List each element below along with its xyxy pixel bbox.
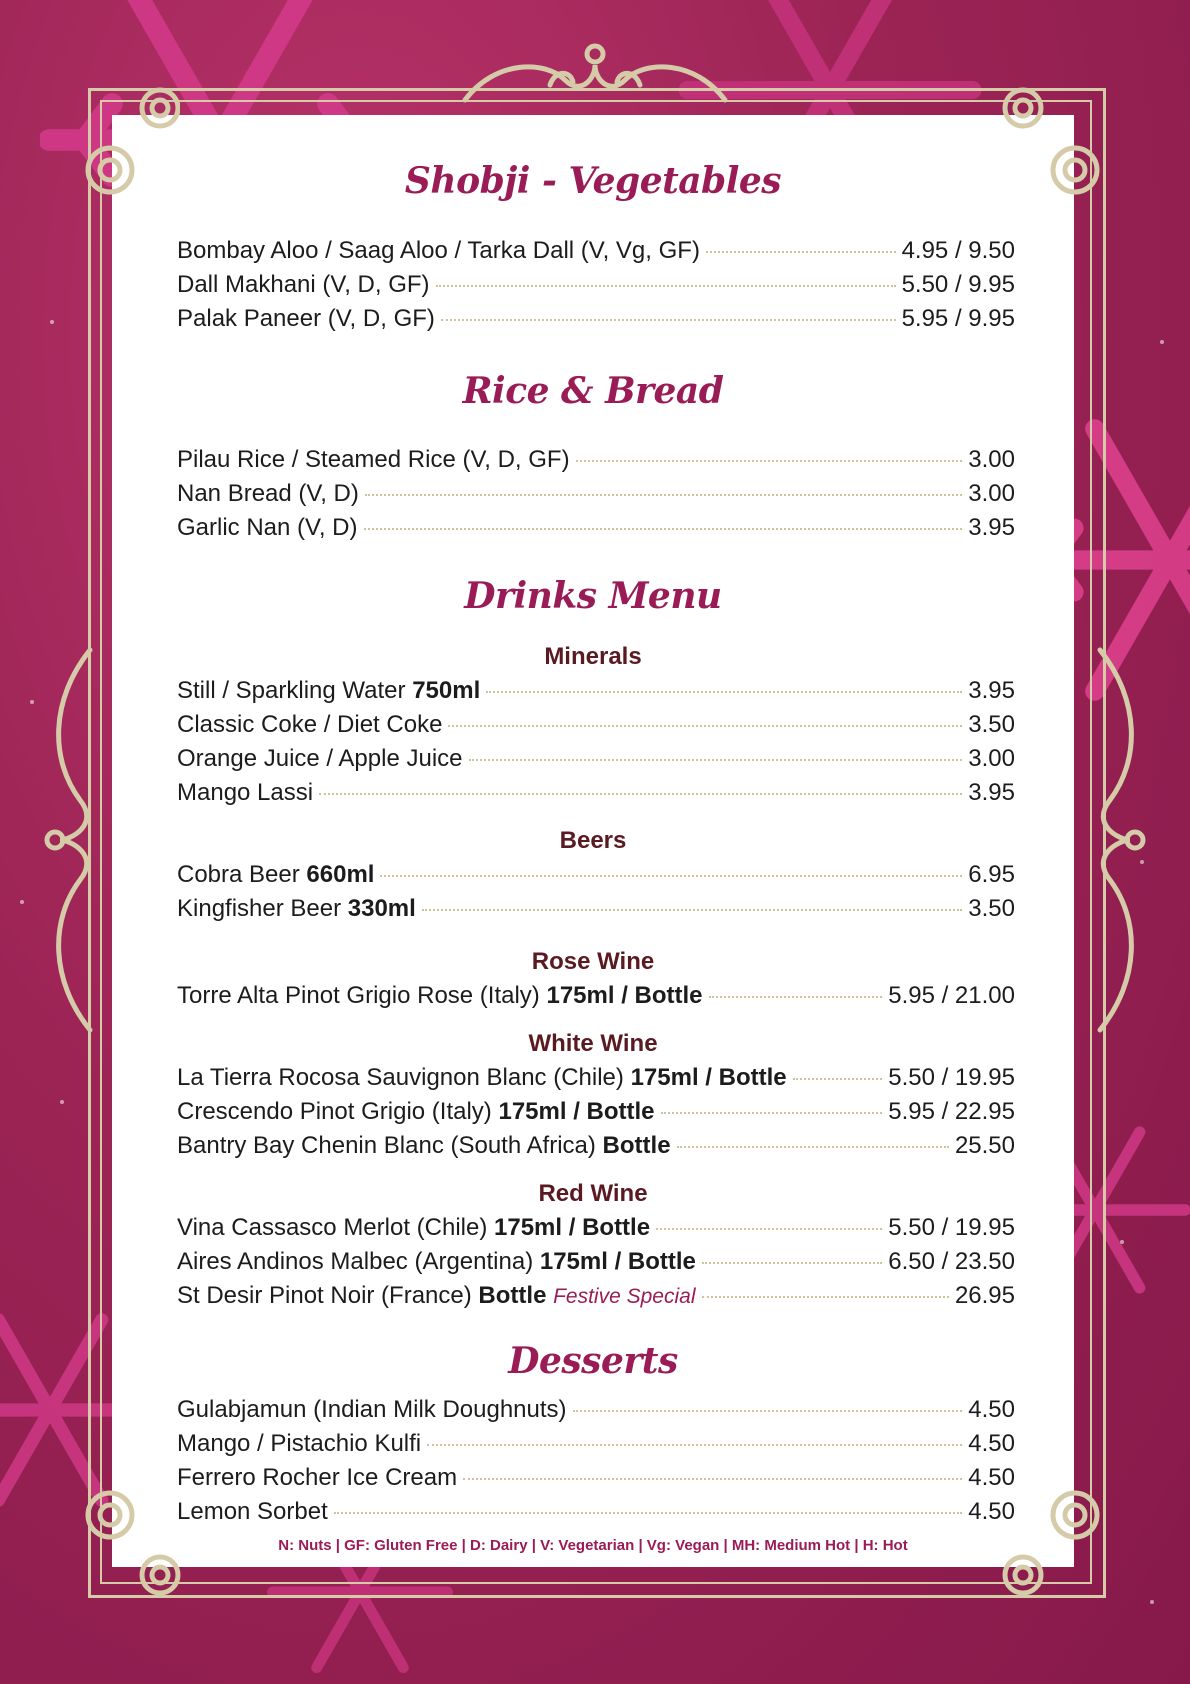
item-price: 4.95 / 9.50	[901, 237, 1015, 264]
subsection-title-beers: Beers	[559, 827, 627, 854]
menu-item	[177, 1098, 1015, 1130]
scroll-ornament-icon	[1090, 640, 1150, 1040]
item-size: 175ml / Bottle	[498, 1098, 655, 1125]
menu-item	[177, 711, 1015, 743]
item-price: 5.95 / 21.00	[888, 982, 1015, 1009]
item-price: 4.50	[968, 1464, 1015, 1491]
item-size: 175ml / Bottle	[630, 1064, 787, 1091]
item-name: La Tierra Rocosa Sauvignon Blanc (Chile) 175ml / Bottle	[177, 1064, 787, 1091]
section-title-drinks: Drinks Menu	[464, 575, 722, 617]
item-size: 175ml / Bottle	[546, 982, 703, 1009]
menu-item	[177, 745, 1015, 777]
item-price: 4.50	[968, 1430, 1015, 1457]
item-size: 330ml	[347, 895, 416, 922]
item-name: Bombay Aloo / Saag Aloo / Tarka Dall (V, Vg, GF)	[177, 237, 700, 264]
item-price: 5.50 / 9.95	[901, 271, 1015, 298]
item-name: Dall Makhani (V, D, GF)	[177, 271, 430, 298]
menu-item	[177, 1282, 1015, 1314]
item-price: 5.50 / 19.95	[888, 1214, 1015, 1241]
item-size: 660ml	[306, 861, 375, 888]
item-name: Cobra Beer 660ml	[177, 861, 375, 888]
item-name: St Desir Pinot Noir (France) Bottle Festive Special	[177, 1282, 696, 1309]
item-price: 4.50	[968, 1498, 1015, 1525]
section-title-rice-bread: Rice & Bread	[462, 370, 724, 412]
item-size: 175ml / Bottle	[539, 1248, 696, 1275]
menu-item	[177, 1396, 1015, 1428]
item-name: Nan Bread (V, D)	[177, 480, 359, 507]
item-name: Still / Sparkling Water 750ml	[177, 677, 481, 704]
festive-special-note: Festive Special	[553, 1285, 696, 1308]
item-price: 3.00	[968, 480, 1015, 507]
item-price: 3.00	[968, 745, 1015, 772]
item-name: Crescendo Pinot Grigio (Italy) 175ml / Bottle	[177, 1098, 655, 1125]
subsection-title-white-wine: White Wine	[528, 1030, 658, 1057]
menu-item	[177, 895, 1015, 927]
menu-item	[177, 1064, 1015, 1096]
section-title-desserts: Desserts	[508, 1340, 678, 1382]
menu-item	[177, 982, 1015, 1014]
item-price: 3.95	[968, 779, 1015, 806]
menu-item	[177, 1248, 1015, 1280]
item-name: Palak Paneer (V, D, GF)	[177, 305, 435, 332]
subsection-title-minerals: Minerals	[544, 643, 642, 670]
item-size: Bottle	[478, 1282, 547, 1309]
item-name: Kingfisher Beer 330ml	[177, 895, 416, 922]
item-size: 750ml	[412, 677, 481, 704]
menu-item	[177, 677, 1015, 709]
item-price: 3.95	[968, 677, 1015, 704]
item-name: Pilau Rice / Steamed Rice (V, D, GF)	[177, 446, 570, 473]
item-price: 6.50 / 23.50	[888, 1248, 1015, 1275]
item-price: 5.95 / 9.95	[901, 305, 1015, 332]
menu-item	[177, 861, 1015, 893]
item-name: Vina Cassasco Merlot (Chile) 175ml / Bottle	[177, 1214, 651, 1241]
item-price: 3.00	[968, 446, 1015, 473]
item-size: 175ml / Bottle	[494, 1214, 651, 1241]
item-name: Mango / Pistachio Kulfi	[177, 1430, 422, 1457]
menu-item	[177, 779, 1015, 811]
item-price: 3.50	[968, 895, 1015, 922]
item-name: Orange Juice / Apple Juice	[177, 745, 463, 772]
menu-item	[177, 271, 1015, 303]
menu-item	[177, 514, 1015, 546]
item-name: Classic Coke / Diet Coke	[177, 711, 443, 738]
dietary-legend: N: Nuts | GF: Gluten Free | D: Dairy | V: Vegetarian | Vg: Vegan | MH: Medium Hot | H: Hot	[278, 1537, 908, 1554]
item-name: Lemon Sorbet	[177, 1498, 328, 1525]
item-price: 6.95	[968, 861, 1015, 888]
menu-item	[177, 480, 1015, 512]
menu-item	[177, 1214, 1015, 1246]
item-size: Bottle	[602, 1132, 671, 1159]
item-price: 3.50	[968, 711, 1015, 738]
item-price: 5.95 / 22.95	[888, 1098, 1015, 1125]
scroll-ornament-icon	[40, 640, 100, 1040]
menu-item	[177, 237, 1015, 269]
scroll-ornament-icon	[455, 40, 735, 110]
item-name: Ferrero Rocher Ice Cream	[177, 1464, 458, 1491]
item-name: Gulabjamun (Indian Milk Doughnuts)	[177, 1396, 567, 1423]
subsection-title-rose-wine: Rose Wine	[531, 948, 655, 975]
item-name: Aires Andinos Malbec (Argentina) 175ml / Bottle	[177, 1248, 696, 1275]
item-name: Mango Lassi	[177, 779, 314, 806]
item-price: 5.50 / 19.95	[888, 1064, 1015, 1091]
item-name: Garlic Nan (V, D)	[177, 514, 358, 541]
item-name: Bantry Bay Chenin Blanc (South Africa) Bottle	[177, 1132, 671, 1159]
item-price: 25.50	[954, 1132, 1015, 1159]
section-title-vegetables: Shobji - Vegetables	[404, 160, 782, 202]
item-price: 4.50	[968, 1396, 1015, 1423]
menu-item	[177, 1132, 1015, 1164]
item-name: Torre Alta Pinot Grigio Rose (Italy) 175ml / Bottle	[177, 982, 703, 1009]
menu-item	[177, 1498, 1015, 1530]
menu-item	[177, 1464, 1015, 1496]
menu-item	[177, 1430, 1015, 1462]
menu-item	[177, 305, 1015, 337]
item-price: 26.95	[954, 1282, 1015, 1309]
menu-item	[177, 446, 1015, 478]
item-price: 3.95	[968, 514, 1015, 541]
subsection-title-red-wine: Red Wine	[538, 1180, 648, 1207]
